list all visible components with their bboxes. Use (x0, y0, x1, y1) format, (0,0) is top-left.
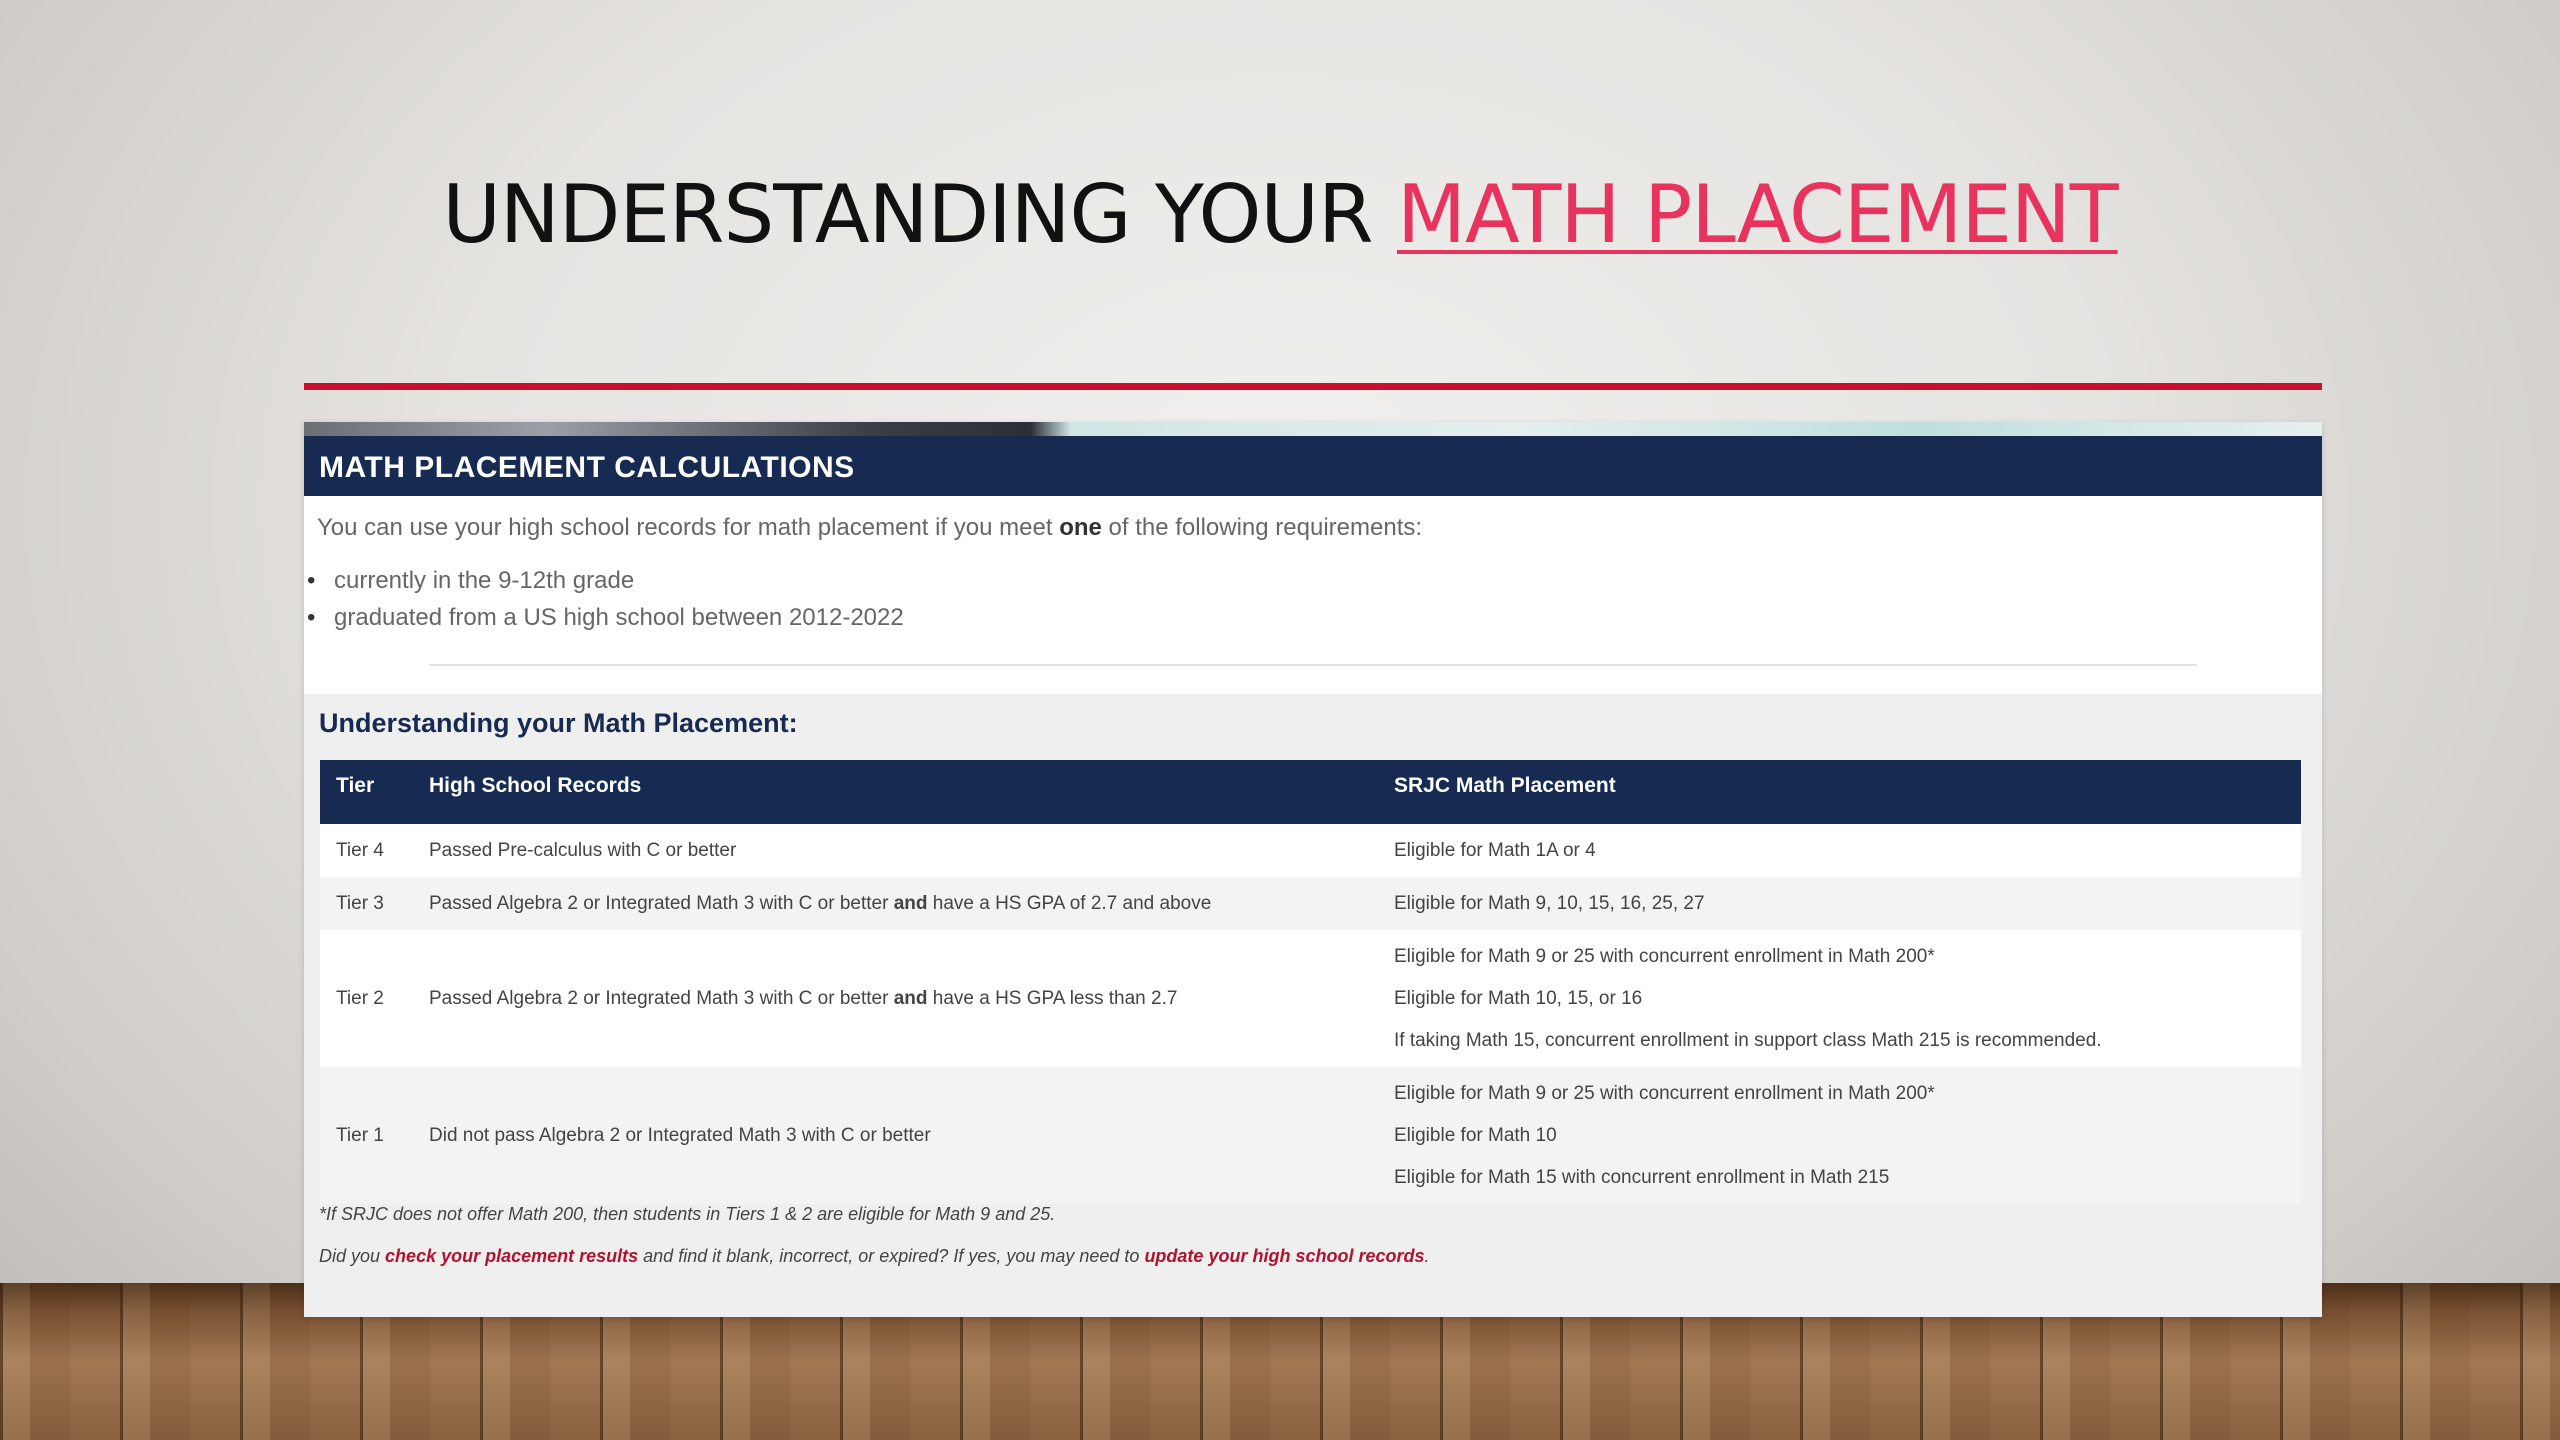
placement-line: If taking Math 15, concurrent enrollment in support class Math 215 is recommended. (1394, 1029, 2102, 1051)
column-header-tier: Tier (320, 760, 413, 824)
placement-table (320, 760, 2301, 1204)
table-row-tier-4 (320, 824, 2301, 877)
intro-text-start: You can use your high school records for math placement if you meet (317, 514, 1060, 541)
help-text-start: Did you (319, 1246, 386, 1266)
intro-text-emphasis: one (1059, 514, 1102, 541)
slide-title (0, 168, 2560, 261)
placement-line: Eligible for Math 9, 10, 15, 16, 25, 27 (1394, 892, 1705, 914)
footnote: *If SRJC does not offer Math 200, then students in Tiers 1 & 2 are eligible for Math 9 and 25. (319, 1204, 1056, 1224)
intro-text-end: of the following requirements: (1101, 514, 1423, 541)
cell-tier: Tier 1 (320, 1067, 413, 1204)
placement-panel-title: Understanding your Math Placement: (319, 708, 798, 738)
intro-text (317, 514, 1422, 542)
placement-line: Eligible for Math 10 (1394, 1124, 1557, 1146)
table-row-tier-3 (320, 877, 2301, 930)
cell-tier: Tier 3 (320, 877, 413, 930)
records-text: Passed Algebra 2 or Integrated Math 3 with C or better (429, 892, 894, 914)
requirement-item: • graduated from a US high school between 2012-2022 (304, 599, 904, 636)
cell-records (413, 824, 1378, 877)
placement-line: Eligible for Math 15 with concurrent enrollment in Math 215 (1394, 1166, 1890, 1188)
records-text-end: have a HS GPA of 2.7 and above (927, 892, 1212, 914)
records-emphasis: and (893, 987, 928, 1009)
placement-line: Eligible for Math 1A or 4 (1394, 839, 1596, 861)
title-divider (304, 383, 2322, 390)
cell-records (413, 1067, 1378, 1204)
requirements-list (304, 562, 904, 636)
records-text: Did not pass Algebra 2 or Integrated Math 3 with C or better (429, 1124, 931, 1146)
slide-title-accent: MATH PLACEMENT (1396, 168, 2118, 261)
update-high-school-records-link[interactable]: update your high school records (1144, 1246, 1425, 1266)
records-text: Passed Pre-calculus with C or better (429, 839, 737, 861)
cell-placement (1378, 930, 2301, 1067)
records-text: Passed Algebra 2 or Integrated Math 3 with C or better (429, 987, 894, 1009)
column-header-records: High School Records (413, 760, 1378, 824)
table-row-tier-1 (320, 1067, 2301, 1204)
section-heading-bar (304, 436, 2322, 496)
cell-placement (1378, 1067, 2301, 1204)
cell-records (413, 930, 1378, 1067)
cell-placement (1378, 824, 2301, 877)
records-text-end: have a HS GPA less than 2.7 (927, 987, 1178, 1009)
section-heading: MATH PLACEMENT CALCULATIONS (319, 451, 855, 484)
placement-line: Eligible for Math 9 or 25 with concurrent enrollment in Math 200* (1394, 1082, 1935, 1104)
table-header-row (320, 760, 2301, 824)
webpage-screenshot-card (304, 422, 2322, 1317)
cell-placement (1378, 877, 2301, 930)
help-text (319, 1246, 1430, 1267)
content-divider (429, 664, 2197, 666)
cell-tier: Tier 2 (320, 930, 413, 1067)
requirement-item: • currently in the 9-12th grade (304, 562, 904, 599)
cell-tier: Tier 4 (320, 824, 413, 877)
header-photo-strip (304, 422, 2322, 436)
help-text-middle: and find it blank, incorrect, or expired? If yes, you may need to (638, 1246, 1145, 1266)
slide-title-plain: UNDERSTANDING YOUR (442, 168, 1397, 261)
placement-line: Eligible for Math 10, 15, or 16 (1394, 987, 1643, 1009)
help-text-end: . (1424, 1246, 1430, 1266)
placement-panel (304, 694, 2322, 1317)
table-row-tier-2 (320, 930, 2301, 1067)
cell-records (413, 877, 1378, 930)
records-emphasis: and (893, 892, 928, 914)
check-placement-results-link[interactable]: check your placement results (385, 1246, 639, 1266)
placement-line: Eligible for Math 9 or 25 with concurrent enrollment in Math 200* (1394, 945, 1935, 967)
column-header-placement: SRJC Math Placement (1378, 760, 2301, 824)
